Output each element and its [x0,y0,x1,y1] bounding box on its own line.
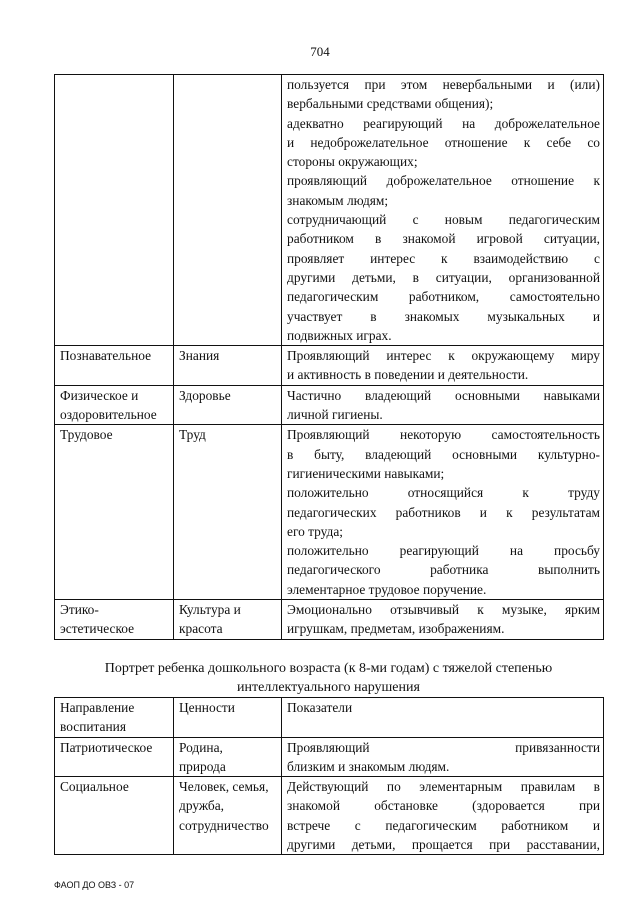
cell-indicators-line: положительно относящийся к труду [287,485,600,501]
cell-indicators [282,385,604,425]
cell-value-line: Здоровье [179,387,231,403]
cell-indicators-line: Проявляющий привязанности [287,739,600,755]
header-indicators [282,698,604,738]
cell-indicators-line: элементарное трудовое поручение. [287,581,487,597]
cell-indicators-line: вербальными средствами общения); [287,96,494,112]
document-footer: ФАОП ДО ОВЗ - 07 [54,880,135,890]
cell-indicators-line: проявляет интерес к взаимодействию с [287,250,600,266]
cell-value-line: Родина, [179,739,223,755]
cell-direction [55,75,174,346]
cell-value-line: Культура и [179,602,241,618]
values-table-part2 [54,697,604,855]
cell-direction [55,385,174,425]
page-number: 704 [310,44,330,59]
cell-indicators-line: другими детьми, прощается при расставании, [287,837,600,853]
values-table-body [55,698,604,855]
cell-indicators-line: гигиеническими навыками; [287,465,445,481]
section-heading-line2: интеллектуального нарушения [237,680,420,695]
cell-value-line: Знания [179,348,220,364]
cell-direction [55,346,174,386]
cell-indicators-line: игрушкам, предметам, изображениям. [287,621,505,637]
cell-indicators-line: сотрудничающий с новым педагогическим [287,212,600,228]
cell-direction-line: эстетическое [60,621,135,637]
cell-indicators-line: Проявляющий интерес к окружающему миру [287,348,600,364]
cell-indicators-line: участвует в знакомых музыкальных и [287,308,600,324]
cell-direction-line: Трудовое [60,427,113,443]
cell-indicators-line: работником в знакомой игровой ситуации, [287,231,600,247]
cell-direction [55,425,174,600]
table-row [55,385,604,425]
cell-direction-line: Социальное [60,779,129,795]
table-row [55,75,604,346]
cell-direction [55,777,174,855]
cell-indicators [282,777,604,855]
cell-indicators-line: близким и знакомым людям. [287,758,450,774]
cell-direction [55,737,174,777]
cell-direction-line: Патриотическое [60,739,153,755]
cell-value-line: природа [179,758,226,774]
cell-indicators-line: подвижных играх. [287,327,392,343]
cell-indicators-line: Проявляющий некоторую самостоятельность [287,427,600,443]
cell-indicators-line: Эмоционально отзывчивый к музыке, ярким [287,602,600,618]
cell-indicators-line: знакомой обстановке (здоровается при [287,798,600,814]
cell-indicators-line: личной гигиены. [287,407,383,423]
cell-indicators-line: адекватно реагирующий на доброжелательное [287,115,600,131]
cell-indicators-line: стороны окружающих; [287,154,418,170]
cell-value [174,75,282,346]
cell-value [174,737,282,777]
cell-direction-line: Физическое и [60,387,139,403]
cell-indicators [282,737,604,777]
cell-indicators-line: пользуется при этом невербальными и (или) [287,77,600,92]
cell-indicators-line: и активность в поведении и деятельности. [287,367,529,383]
cell-direction [55,600,174,640]
section-heading-line1: Портрет ребенка дошкольного возраста (к 8-ми годам) с тяжелой степенью [104,661,553,676]
table-row [55,600,604,640]
cell-indicators-line: встрече с педагогическим работником и [287,817,600,833]
cell-indicators-line: педагогического работника выполнить [287,562,600,578]
cell-value [174,600,282,640]
cell-indicators-line: знакомым людям; [287,192,389,208]
cell-value-line: Человек, семья, [179,779,269,795]
table-row [55,737,604,777]
cell-indicators [282,75,604,346]
cell-value-line: дружба, [179,798,225,814]
header-indicators-line: Показатели [287,700,353,715]
cell-indicators [282,346,604,386]
header-values [174,698,282,738]
cell-value [174,777,282,855]
values-table-body [55,75,604,640]
cell-indicators-line: проявляющий доброжелательное отношение к [287,173,600,189]
cell-value [174,346,282,386]
cell-indicators-line: Действующий по элементарным правилам в [287,779,600,795]
cell-indicators-line: педагогических работников и к результатам [287,504,600,520]
cell-indicators [282,600,604,640]
cell-indicators-line: и недоброжелательное отношение к себе со [287,134,600,150]
cell-indicators-line: педагогическим работником, самостоятельно [287,289,600,305]
cell-value-line: Труд [179,427,206,443]
cell-indicators-line: в быту, владеющий основными культурно- [287,446,600,462]
header-direction [55,698,174,738]
table-header-row [55,698,604,738]
cell-direction-line: Познавательное [60,348,152,364]
cell-indicators-line: Частично владеющий основными навыками [287,387,600,403]
cell-value-line: сотрудничество [179,817,269,833]
cell-direction-line: оздоровительное [60,407,157,423]
header-values-line: Ценности [179,700,235,715]
cell-indicators-line: его труда; [287,523,344,539]
cell-direction-line: Этико- [60,602,99,618]
table-row [55,777,604,855]
cell-value [174,425,282,600]
cell-value-line: красота [179,621,223,637]
header-direction-line: воспитания [60,719,126,735]
cell-indicators-line: положительно реагирующий на просьбу [287,543,600,559]
header-direction-line: Направление [60,700,135,715]
table-row [55,346,604,386]
cell-indicators-line: другими детьми, в ситуации, организованной [287,269,600,285]
cell-value [174,385,282,425]
table-row [55,425,604,600]
section-heading [54,659,603,697]
values-table-part1 [54,74,604,640]
cell-indicators [282,425,604,600]
